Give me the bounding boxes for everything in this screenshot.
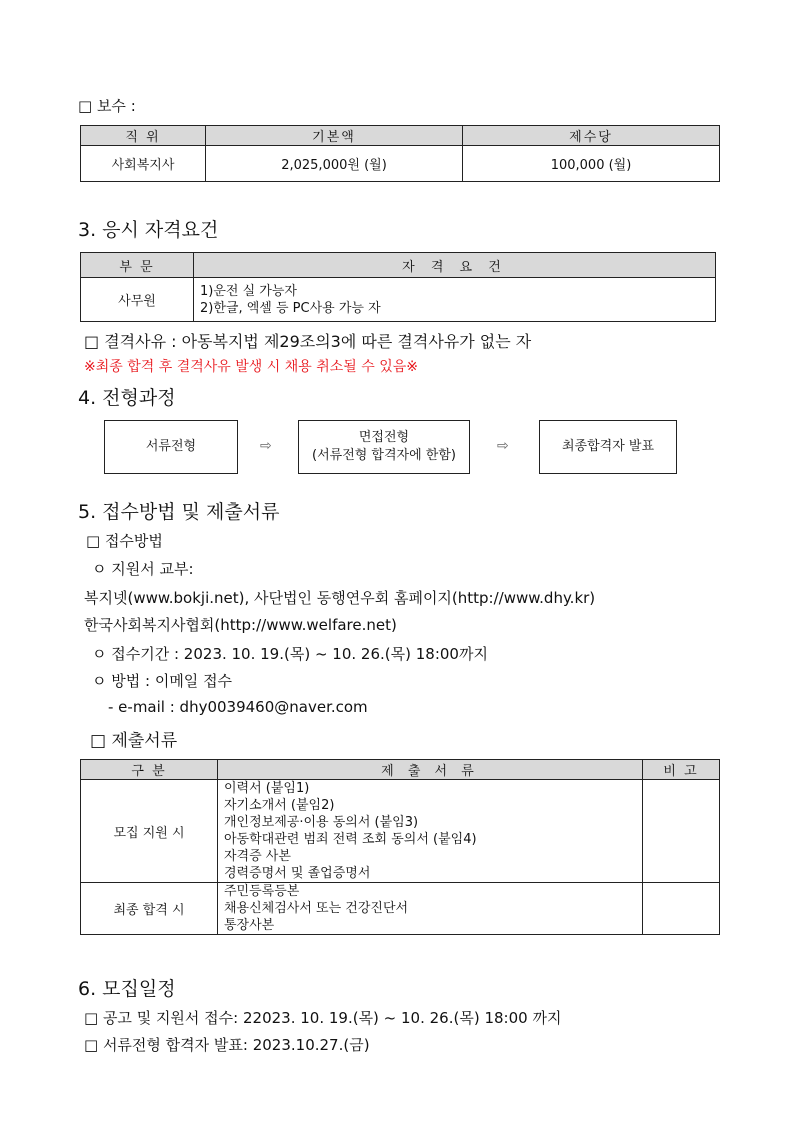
documents-note [643,780,720,883]
process-heading: 4. 전형과정 [78,387,176,409]
list-item: 아동학대관련 범죄 전력 조회 동의서 (붙임4) [224,832,477,847]
documents-items [218,780,643,883]
schedule-heading: 6. 모집일정 [78,978,176,1000]
requirement-item: 1)운전 실 가능자 [200,283,297,299]
application-heading: 5. 접수방법 및 제출서류 [78,501,280,523]
process-step-interview [298,420,470,474]
process-step-label: 서류전형 [145,439,197,454]
list-item: 통장사본 [224,918,275,933]
list-item: 주민등록등본 [224,884,300,899]
schedule-line-2: □ 서류전형 합격자 발표: 2023.10.27.(금) [84,1036,370,1054]
process-step-document [104,420,238,474]
documents-category: 최종 합격 시 [81,883,218,935]
requirement-item: 2)한글, 엑셀 등 PC사용 가능 자 [200,300,381,316]
qualification-heading: 3. 응시 자격요건 [78,219,219,241]
salary-header-position: 직 위 [81,126,206,146]
arrow-right-icon: ⇨ [497,438,509,454]
distribution-line-1: 복지넷(www.bokji.net), 사단법인 동행연우회 홈페이지(http://www.dhy.kr) [84,589,596,607]
salary-cell-position: 사회복지사 [81,146,206,182]
process-step-label: 면접전형 [358,430,410,445]
documents-header-note: 비 고 [643,760,720,780]
arrow-right-icon: ⇨ [260,438,272,454]
qualification-header-requirements: 자 격 요 건 [194,253,716,278]
documents-note [643,883,720,935]
cancellation-warning: ※최종 합격 후 결격사유 발생 시 채용 취소될 수 있음※ [84,359,418,375]
table-row [81,883,720,935]
qualification-cell-requirements [194,278,716,322]
process-step-label: 최종합격자 발표 [561,439,655,454]
process-step-final [539,420,677,474]
table-row [81,780,720,883]
application-email: - e-mail : dhy0039460@naver.com [108,698,368,716]
qualification-header-dept: 부 문 [81,253,194,278]
schedule-line-1: □ 공고 및 지원서 접수: 22023. 10. 19.(목) ~ 10. 26.(목) 18:00 까지 [84,1009,562,1027]
list-item: 자기소개서 (붙임2) [224,798,335,813]
salary-cell-base: 2,025,000원 (월) [206,146,463,182]
disqualify-note: □ 결격사유 : 아동복지법 제29조의3에 따른 결격사유가 없는 자 [84,332,532,351]
process-step-sublabel: (서류전형 합격자에 한함) [312,448,456,463]
list-item: 이력서 (붙임1) [224,781,310,796]
documents-items [218,883,643,935]
list-item: 경력증명서 및 졸업증명서 [224,866,371,881]
qualification-cell-dept: 사무원 [81,278,194,322]
salary-table [80,125,720,182]
application-period: ㅇ 접수기간 : 2023. 10. 19.(목) ~ 10. 26.(목) 18:00까지 [92,645,488,663]
distribution-line-2: 한국사회복지사협회(http://www.welfare.net) [84,616,397,634]
salary-header-allowance: 제수당 [463,126,720,146]
qualification-table [80,252,716,322]
salary-heading: □ 보수 : [78,97,136,115]
documents-category: 모집 지원 시 [81,780,218,883]
documents-label: □ 제출서류 [90,731,178,751]
list-item: 채용신체검사서 또는 건강진단서 [224,901,409,916]
application-method: ㅇ 방법 : 이메일 접수 [92,672,233,690]
distribution-label: ㅇ 지원서 교부: [92,560,194,578]
list-item: 자격증 사본 [224,849,291,864]
salary-cell-allowance: 100,000 (월) [463,146,720,182]
salary-header-base: 기본액 [206,126,463,146]
documents-header-items: 제 출 서 류 [218,760,643,780]
documents-header-category: 구 분 [81,760,218,780]
list-item: 개인정보제공·이용 동의서 (붙임3) [224,815,419,830]
method-label: □ 접수방법 [86,532,163,550]
documents-table [80,759,720,935]
